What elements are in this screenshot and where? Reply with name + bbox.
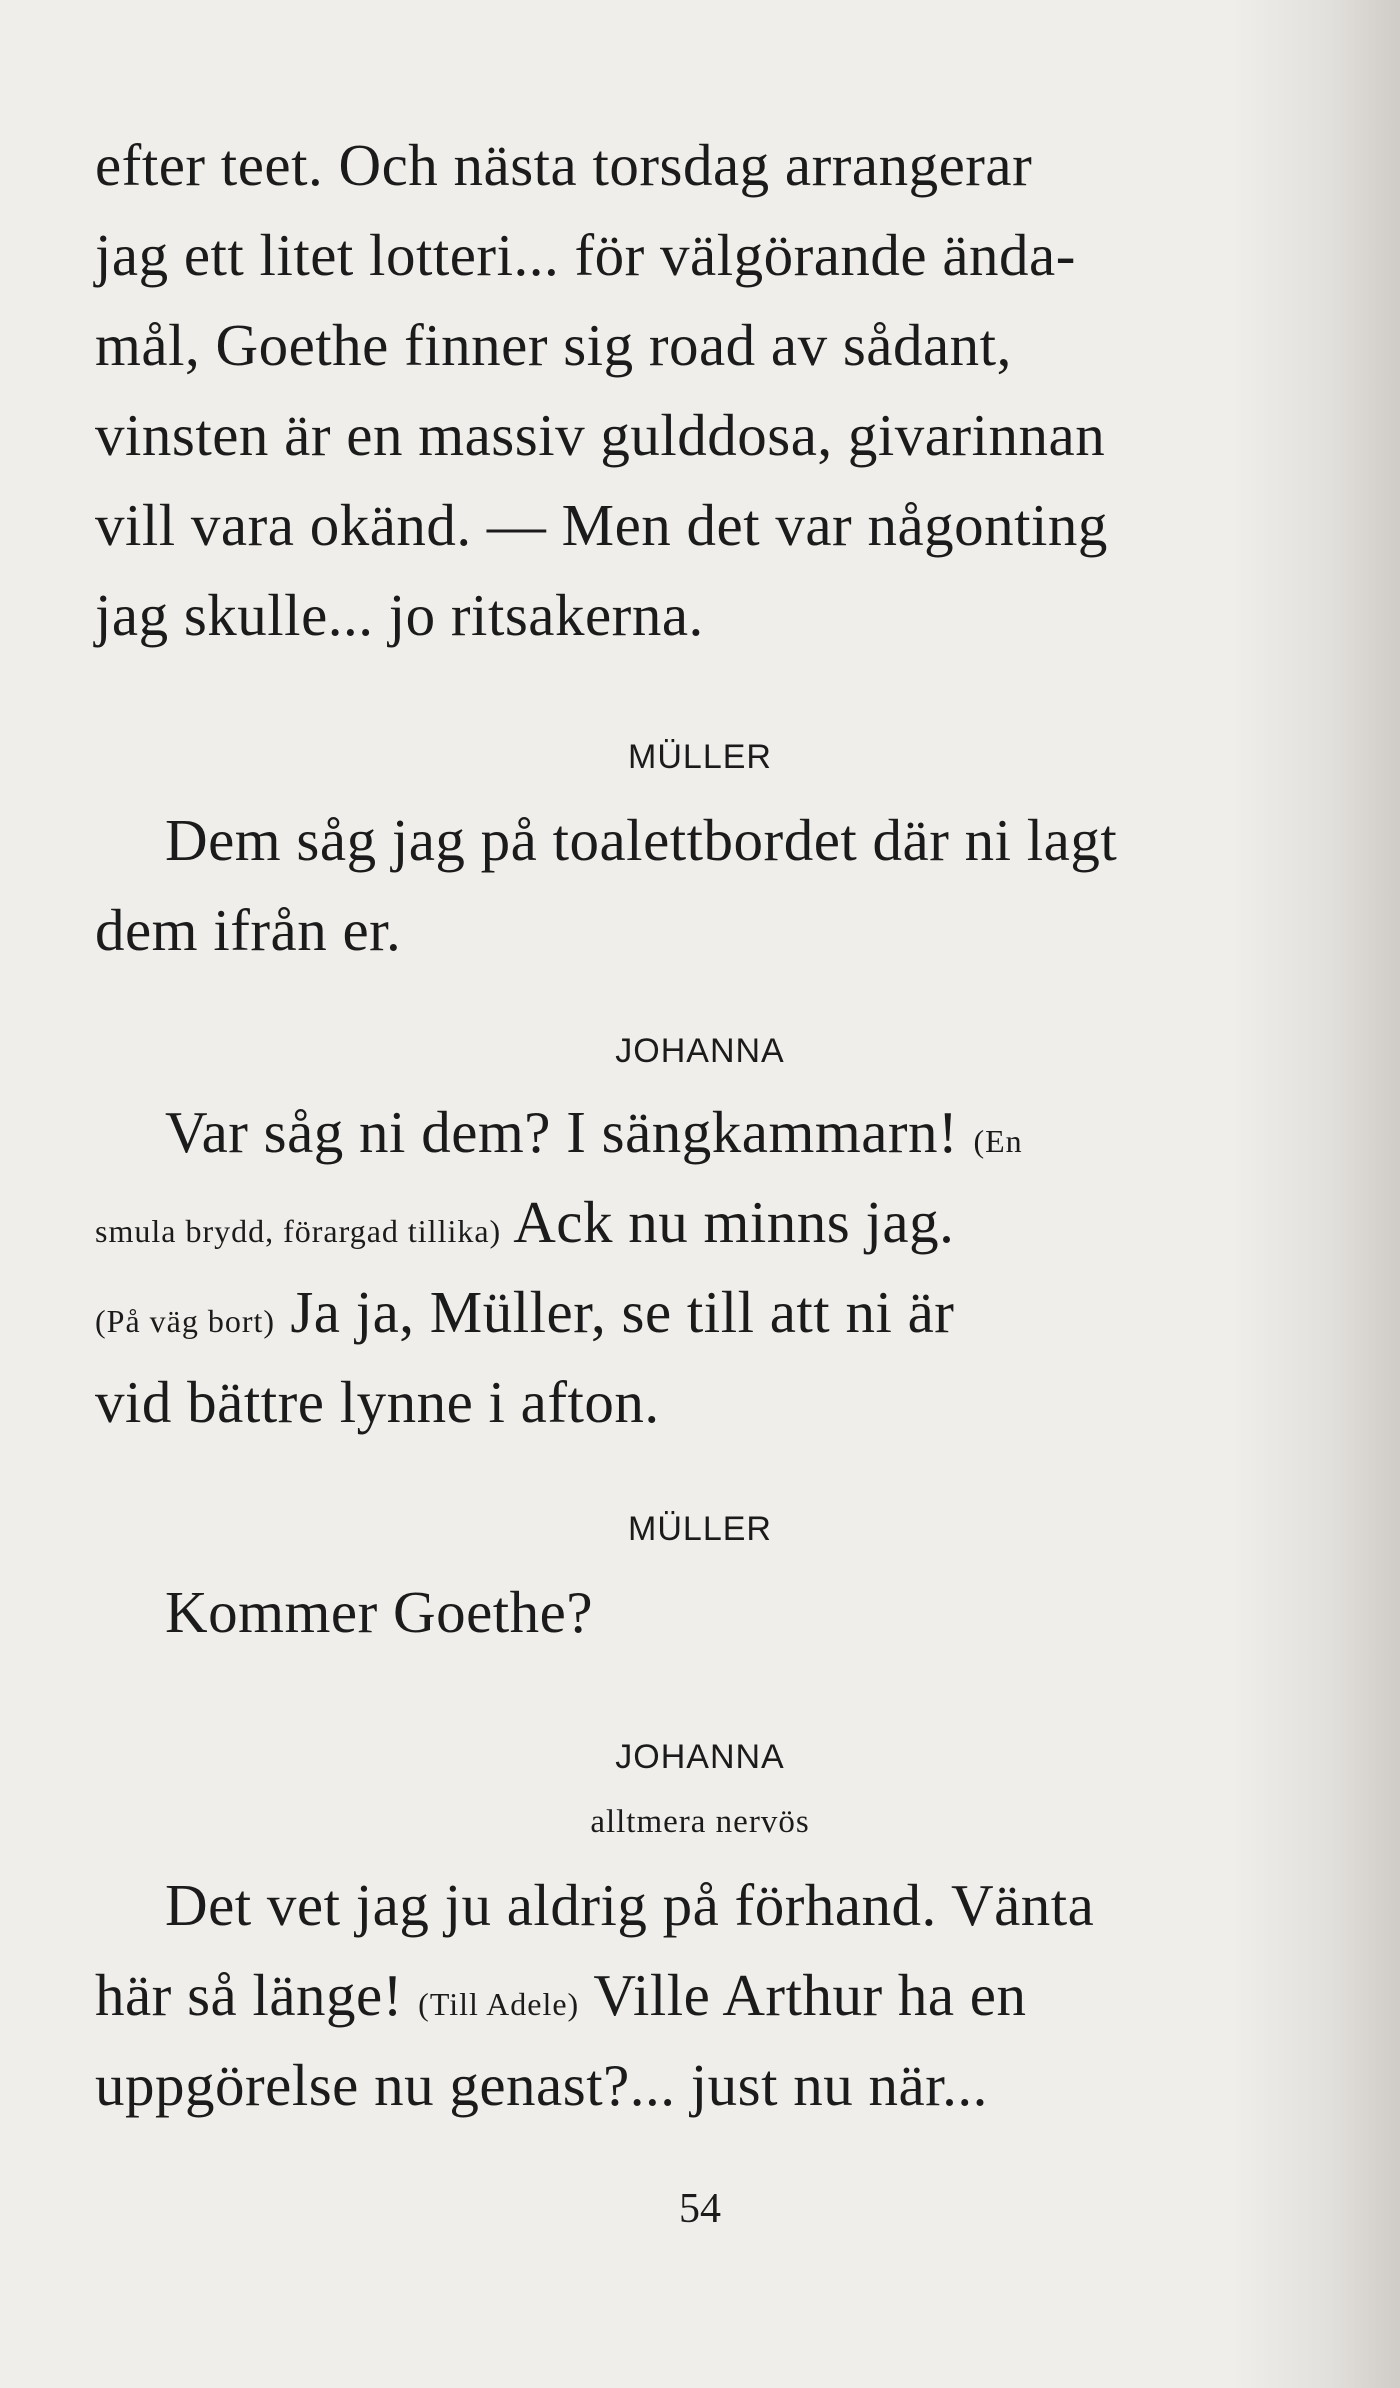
speech-johanna-line-2 (95, 1189, 1305, 1255)
speech-johanna2-line-3: uppgörelse nu genast?... just nu när... (95, 2052, 988, 2118)
stage-direction: (En (973, 1123, 1023, 1159)
speech-johanna-line-1 (165, 1099, 1305, 1165)
speech-muller-question: Kommer Goethe? (165, 1579, 594, 1645)
page-number: 54 (679, 2186, 721, 2232)
speech-johanna-line-3 (95, 1279, 1305, 1345)
text-line-5: vill vara okänd. — Men det var någonting (95, 492, 1108, 558)
speech-text: Ack nu minns jag. (513, 1189, 955, 1255)
speech-johanna2-line-1: Det vet jag ju aldrig på förhand. Vänta (165, 1872, 1095, 1938)
speaker-name-johanna: JOHANNA (615, 1032, 785, 1070)
text-line-4: vinsten är en massiv gulddosa, givarinnan (95, 402, 1106, 468)
text-line-2: jag ett litet lotteri... för välgörande ända- (95, 222, 1076, 288)
speaker-name-muller: MÜLLER (628, 738, 772, 776)
speech-johanna2-line-2 (95, 1962, 1305, 2028)
stage-direction-nervous: alltmera nervös (590, 1804, 810, 1840)
speech-text: Ville Arthur ha en (593, 1962, 1027, 2028)
speaker-name-muller-2: MÜLLER (628, 1510, 772, 1548)
stage-direction: (Till Adele) (418, 1986, 580, 2022)
stage-direction: smula brydd, förargad tillika) (95, 1213, 502, 1249)
speaker-name-johanna-2: JOHANNA (615, 1738, 785, 1776)
text-line-3: mål, Goethe finner sig road av sådant, (95, 312, 1012, 378)
text-line-1: efter teet. Och nästa torsdag arrangerar (95, 132, 1033, 198)
stage-direction: (På väg bort) (95, 1303, 276, 1339)
speech-muller-line-2: dem ifrån er. (95, 897, 402, 963)
speech-johanna-line-4: vid bättre lynne i afton. (95, 1369, 660, 1435)
text-line-6: jag skulle... jo ritsakerna. (95, 582, 704, 648)
speech-text: Var såg ni dem? I sängkammarn! (165, 1099, 959, 1165)
speech-text: här så länge! (95, 1962, 403, 2028)
speech-muller-line-1: Dem såg jag på toalettbordet där ni lagt (165, 807, 1118, 873)
speech-text: Ja ja, Müller, se till att ni är (290, 1279, 955, 1345)
